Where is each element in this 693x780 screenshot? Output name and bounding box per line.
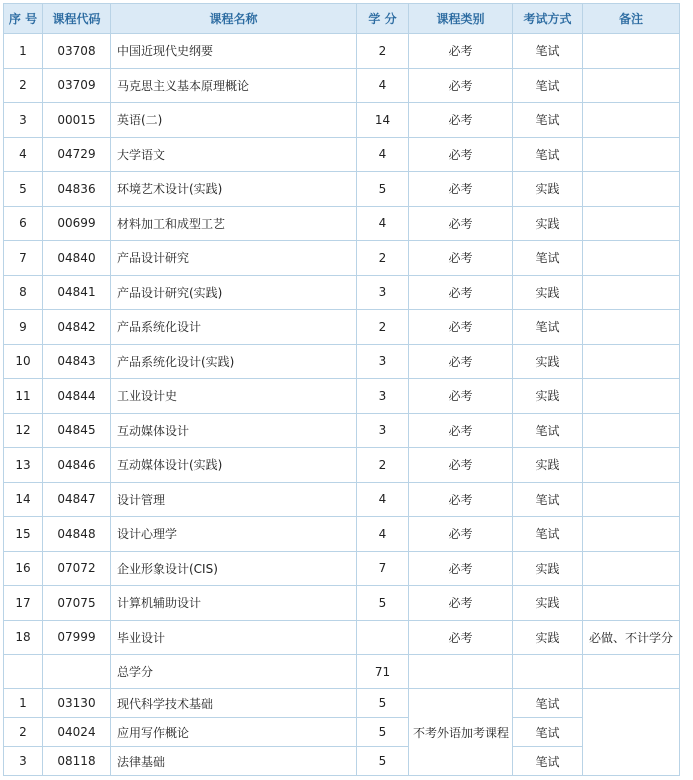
table-row [4,172,680,207]
row-no: 5 [4,172,43,207]
row-exam: 实践 [513,379,583,414]
row-no: 14 [4,482,43,517]
row-name: 英语(二) [111,103,357,138]
row-exam: 实践 [513,172,583,207]
total-credit: 71 [357,655,409,689]
total-no-empty [4,655,43,689]
row-no: 4 [4,137,43,172]
row-type: 必考 [409,620,513,655]
total-type-empty [409,655,513,689]
row-exam: 实践 [513,620,583,655]
row-type: 必考 [409,482,513,517]
total-row [4,655,680,689]
row-name: 产品设计研究(实践) [111,275,357,310]
row-credit: 5 [357,586,409,621]
header-no: 序 号 [4,4,43,34]
row-name: 大学语文 [111,137,357,172]
extra-credit: 5 [357,747,409,776]
total-note-empty [583,655,680,689]
row-type: 必考 [409,206,513,241]
row-note [583,551,680,586]
row-note: 必做、不计学分 [583,620,680,655]
row-type: 必考 [409,172,513,207]
extra-no: 2 [4,718,43,747]
row-type: 必考 [409,241,513,276]
row-type: 必考 [409,413,513,448]
total-label: 总学分 [111,655,357,689]
row-exam: 实践 [513,206,583,241]
table-row [4,103,680,138]
row-type: 必考 [409,344,513,379]
row-code: 04848 [43,517,111,552]
row-name: 环境艺术设计(实践) [111,172,357,207]
row-name: 产品设计研究 [111,241,357,276]
row-exam: 实践 [513,551,583,586]
row-exam: 实践 [513,275,583,310]
row-credit: 3 [357,379,409,414]
row-credit: 14 [357,103,409,138]
row-note [583,482,680,517]
extra-exam: 笔试 [513,689,583,718]
row-no: 7 [4,241,43,276]
total-exam-empty [513,655,583,689]
table-row [4,413,680,448]
row-code: 07075 [43,586,111,621]
row-note [583,413,680,448]
row-exam: 实践 [513,586,583,621]
row-type: 必考 [409,379,513,414]
row-note [583,137,680,172]
table-row [4,344,680,379]
extra-type: 不考外语加考课程 [409,689,513,776]
row-exam: 笔试 [513,68,583,103]
header-type: 课程类别 [409,4,513,34]
row-code: 07999 [43,620,111,655]
row-note [583,310,680,345]
row-credit: 7 [357,551,409,586]
row-code: 00699 [43,206,111,241]
table-row [4,137,680,172]
row-credit: 4 [357,517,409,552]
row-code: 04843 [43,344,111,379]
row-exam: 实践 [513,344,583,379]
row-code: 04836 [43,172,111,207]
course-table [3,3,680,776]
row-credit: 3 [357,413,409,448]
row-type: 必考 [409,310,513,345]
row-exam: 笔试 [513,310,583,345]
row-no: 16 [4,551,43,586]
row-credit: 2 [357,310,409,345]
row-note [583,448,680,483]
row-name: 企业形象设计(CIS) [111,551,357,586]
extra-row [4,747,680,776]
row-name: 互动媒体设计 [111,413,357,448]
row-note [583,103,680,138]
extra-code: 03130 [43,689,111,718]
row-credit: 4 [357,482,409,517]
row-name: 设计心理学 [111,517,357,552]
extra-exam: 笔试 [513,718,583,747]
row-note [583,241,680,276]
table-row [4,482,680,517]
row-credit: 2 [357,448,409,483]
row-note [583,172,680,207]
row-note [583,517,680,552]
extra-credit: 5 [357,718,409,747]
table-row [4,551,680,586]
table-row [4,310,680,345]
table-row [4,586,680,621]
extra-exam: 笔试 [513,747,583,776]
row-no: 9 [4,310,43,345]
row-name: 中国近现代史纲要 [111,34,357,69]
extra-row [4,718,680,747]
row-code: 07072 [43,551,111,586]
table-row [4,620,680,655]
row-name: 设计管理 [111,482,357,517]
row-credit: 4 [357,68,409,103]
row-note [583,586,680,621]
row-code: 04729 [43,137,111,172]
row-name: 计算机辅助设计 [111,586,357,621]
row-type: 必考 [409,551,513,586]
row-type: 必考 [409,517,513,552]
row-exam: 笔试 [513,482,583,517]
row-credit: 2 [357,241,409,276]
row-code: 04844 [43,379,111,414]
row-name: 互动媒体设计(实践) [111,448,357,483]
header-code: 课程代码 [43,4,111,34]
row-note [583,206,680,241]
row-code: 04845 [43,413,111,448]
row-no: 15 [4,517,43,552]
row-type: 必考 [409,68,513,103]
row-exam: 笔试 [513,241,583,276]
row-no: 17 [4,586,43,621]
header-credit: 学 分 [357,4,409,34]
row-exam: 笔试 [513,103,583,138]
row-code: 03708 [43,34,111,69]
extra-credit: 5 [357,689,409,718]
header-row [4,4,680,34]
row-credit: 3 [357,344,409,379]
row-note [583,34,680,69]
row-name: 产品系统化设计(实践) [111,344,357,379]
row-exam: 笔试 [513,517,583,552]
row-code: 04842 [43,310,111,345]
row-type: 必考 [409,448,513,483]
table-row [4,241,680,276]
extra-name: 现代科学技术基础 [111,689,357,718]
row-type: 必考 [409,137,513,172]
row-note [583,275,680,310]
row-name: 马克思主义基本原理概论 [111,68,357,103]
row-name: 材料加工和成型工艺 [111,206,357,241]
row-note [583,379,680,414]
extra-row [4,689,680,718]
row-type: 必考 [409,34,513,69]
extra-no: 1 [4,689,43,718]
row-type: 必考 [409,103,513,138]
extra-name: 法律基础 [111,747,357,776]
header-exam: 考试方式 [513,4,583,34]
row-credit: 3 [357,275,409,310]
header-note: 备注 [583,4,680,34]
table-row [4,68,680,103]
row-code: 04846 [43,448,111,483]
row-name: 产品系统化设计 [111,310,357,345]
row-name: 工业设计史 [111,379,357,414]
row-no: 3 [4,103,43,138]
row-code: 04847 [43,482,111,517]
row-exam: 笔试 [513,137,583,172]
row-no: 1 [4,34,43,69]
row-note [583,68,680,103]
extra-name: 应用写作概论 [111,718,357,747]
row-no: 18 [4,620,43,655]
table-row [4,379,680,414]
row-no: 8 [4,275,43,310]
row-exam: 笔试 [513,34,583,69]
row-no: 2 [4,68,43,103]
row-type: 必考 [409,586,513,621]
row-code: 04841 [43,275,111,310]
table-row [4,34,680,69]
row-exam: 笔试 [513,413,583,448]
row-name: 毕业设计 [111,620,357,655]
table-row [4,275,680,310]
table-row [4,517,680,552]
extra-no: 3 [4,747,43,776]
extra-code: 04024 [43,718,111,747]
row-code: 04840 [43,241,111,276]
extra-note-empty [583,689,680,776]
row-no: 11 [4,379,43,414]
row-type: 必考 [409,275,513,310]
row-note [583,344,680,379]
row-code: 03709 [43,68,111,103]
table-row [4,448,680,483]
row-no: 13 [4,448,43,483]
row-no: 10 [4,344,43,379]
row-credit [357,620,409,655]
row-code: 00015 [43,103,111,138]
row-no: 12 [4,413,43,448]
row-no: 6 [4,206,43,241]
row-credit: 4 [357,206,409,241]
table-row [4,206,680,241]
row-credit: 2 [357,34,409,69]
row-credit: 4 [357,137,409,172]
row-credit: 5 [357,172,409,207]
extra-code: 08118 [43,747,111,776]
total-code-empty [43,655,111,689]
row-exam: 实践 [513,448,583,483]
header-name: 课程名称 [111,4,357,34]
